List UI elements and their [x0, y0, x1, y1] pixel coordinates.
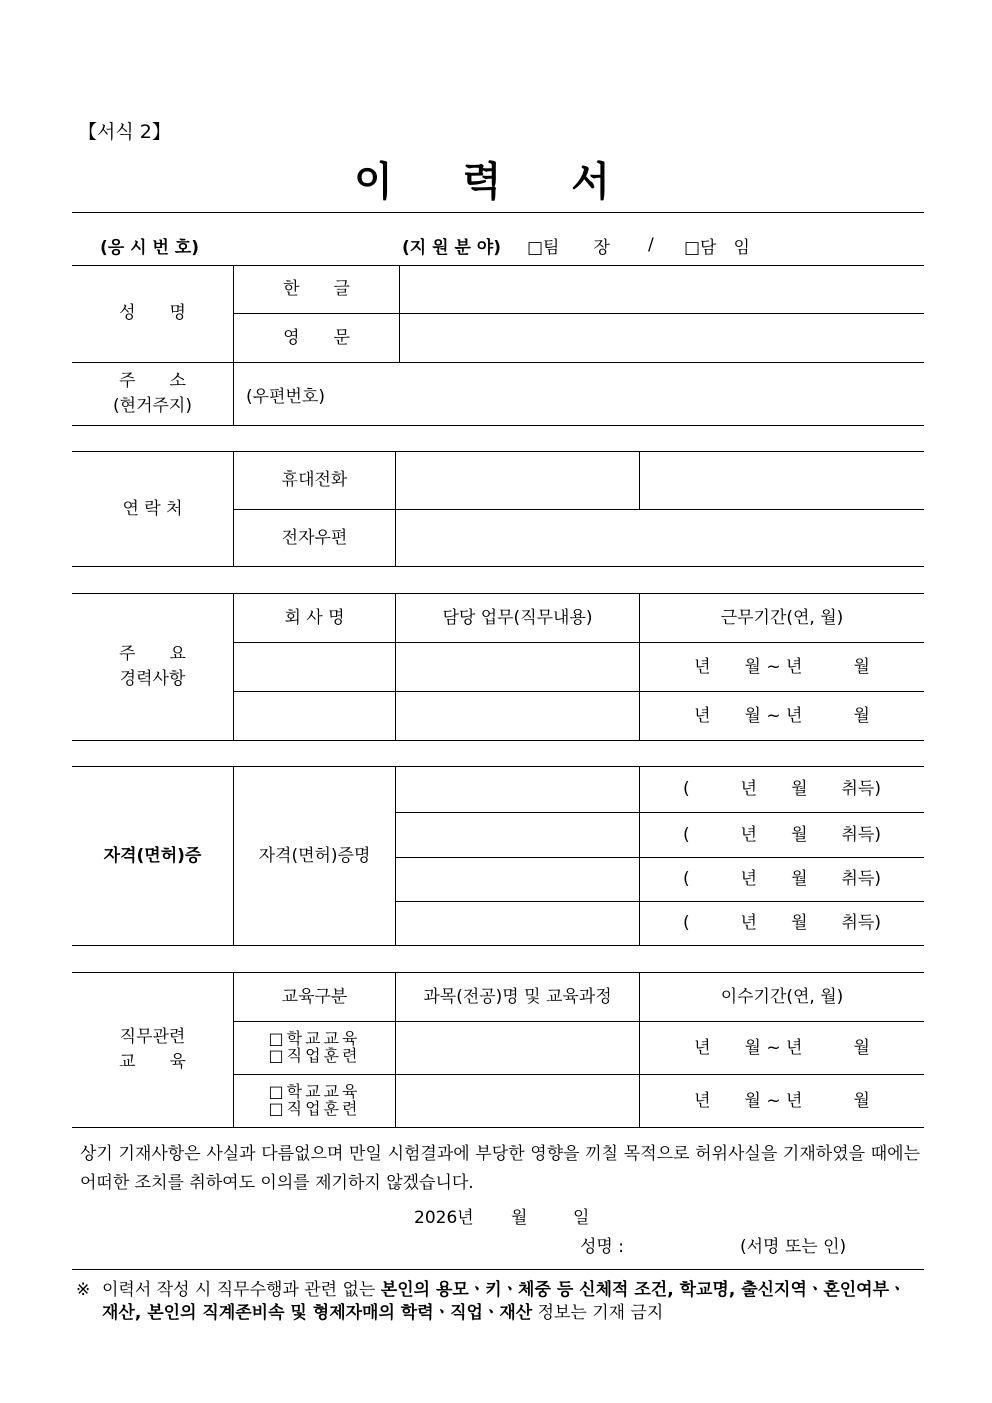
career-duty-field[interactable]	[396, 643, 639, 691]
korean-name-field[interactable]	[405, 266, 920, 313]
date-month: 월	[511, 1208, 528, 1228]
career-label-line2: 경력사항	[119, 669, 186, 689]
column-header-period: 근무기간(연, 월)	[720, 607, 844, 628]
date-year: 2026년	[414, 1208, 474, 1228]
career-duty-field[interactable]	[396, 692, 639, 740]
course-field[interactable]	[396, 1022, 639, 1074]
application-field-label: (지 원 분 야)	[402, 237, 501, 258]
completion-period-field[interactable]: 년 월 ~ 년 월	[694, 1090, 870, 1111]
column-header-course: 과목(전공)명 및 교육과정	[423, 986, 612, 1007]
school-education-checkbox[interactable]: □학교교육	[268, 1029, 361, 1049]
license-label: 자격(면허)증	[103, 845, 202, 866]
declaration-statement: 상기 기재사항은 사실과 다름없으며 만일 시험결과에 부당한 영향을 끼칠 목적으로 허위사실을 기재하였을 때에는 어떠한 조치를 취하여도 이의를 제기하지 않겠습니다.	[80, 1144, 920, 1193]
exam-number-label: (응 시 번 호)	[100, 237, 199, 258]
form-number-tag: 【서식 2】	[78, 121, 171, 143]
name-label: 성 명	[119, 303, 186, 324]
option-homeroom-checkbox[interactable]: □담 임	[684, 237, 750, 258]
license-acquired-field[interactable]: ( 년 월 취득)	[683, 869, 881, 890]
career-company-field[interactable]	[234, 643, 395, 691]
mobile-label: 휴대전화	[281, 470, 348, 491]
address-label-line1: 주 소	[119, 371, 186, 392]
education-label-line1: 직무관련	[119, 1027, 186, 1048]
license-name-field[interactable]	[396, 858, 639, 901]
divider	[72, 212, 924, 213]
license-name-label: 자격(면허)증명	[258, 845, 371, 866]
mobile-field-extra[interactable]	[640, 452, 924, 509]
english-name-field[interactable]	[405, 314, 920, 362]
education-label-line2: 교 육	[119, 1052, 186, 1072]
career-period-field[interactable]: 년 월 ~ 년 월	[694, 705, 870, 726]
school-education-checkbox[interactable]: □학교교육	[268, 1082, 361, 1102]
column-header-company: 회 사 명	[284, 607, 345, 628]
page-title: 이 력 서	[354, 159, 638, 205]
vocational-training-checkbox[interactable]: □직업훈련	[268, 1046, 361, 1065]
notice-text-part2: 정보는 기재 금지	[532, 1303, 664, 1323]
license-name-field[interactable]	[396, 767, 639, 812]
address-label	[72, 363, 233, 425]
option-separator: /	[648, 235, 654, 255]
notice-mark: ※	[76, 1280, 91, 1300]
career-label	[72, 594, 233, 740]
korean-name-label: 한 글	[283, 278, 350, 299]
license-acquired-field[interactable]: ( 년 월 취득)	[683, 779, 881, 800]
column-header-duty: 담당 업무(직무내용)	[442, 607, 593, 628]
career-company-field[interactable]	[234, 692, 395, 740]
address-field[interactable]	[246, 363, 916, 425]
license-name-field[interactable]	[396, 902, 639, 945]
notice-text-part1: 이력서 작성 시 직무수행과 관련 없는	[102, 1280, 381, 1300]
career-label-line1: 주 요	[119, 644, 186, 665]
license-acquired-field[interactable]: ( 년 월 취득)	[683, 913, 881, 934]
signature-hint: (서명 또는 인)	[740, 1237, 847, 1257]
mobile-field[interactable]	[396, 452, 639, 509]
course-field[interactable]	[396, 1075, 639, 1127]
option-team-leader-checkbox[interactable]: □팀 장	[527, 237, 610, 258]
divider	[72, 1269, 924, 1270]
notice-text	[102, 1279, 906, 1325]
career-period-field[interactable]: 년 월 ~ 년 월	[694, 656, 870, 677]
signature-label: 성명 :	[580, 1237, 624, 1257]
signature-field[interactable]	[640, 1228, 740, 1254]
contact-label: 연 락 처	[122, 498, 183, 519]
education-type-options	[234, 1075, 395, 1127]
license-name-field[interactable]	[396, 813, 639, 857]
education-label	[72, 973, 233, 1127]
email-label: 전자우편	[281, 527, 348, 548]
english-name-label: 영 문	[283, 327, 350, 348]
date-day: 일	[573, 1208, 590, 1228]
vocational-training-checkbox[interactable]: □직업훈련	[268, 1099, 361, 1118]
notice	[76, 1279, 906, 1325]
completion-period-field[interactable]: 년 월 ~ 년 월	[694, 1037, 870, 1058]
postal-code-placeholder: (우편번호)	[246, 386, 325, 407]
email-field[interactable]	[396, 510, 924, 566]
column-header-completion-period: 이수기간(연, 월)	[720, 986, 844, 1007]
education-type-options	[234, 1022, 395, 1074]
notice-text-bold: 본인의 용모ㆍ키ㆍ체중 등 신체적 조건, 학교명, 출신지역ㆍ혼인여부ㆍ재산, 본인의 직계존비속 및 형제자매의 학력ㆍ직업ㆍ재산	[102, 1280, 906, 1323]
column-header-education-type: 교육구분	[281, 986, 348, 1007]
address-label-line2: (현거주지)	[113, 396, 192, 416]
license-acquired-field[interactable]: ( 년 월 취득)	[683, 824, 881, 845]
